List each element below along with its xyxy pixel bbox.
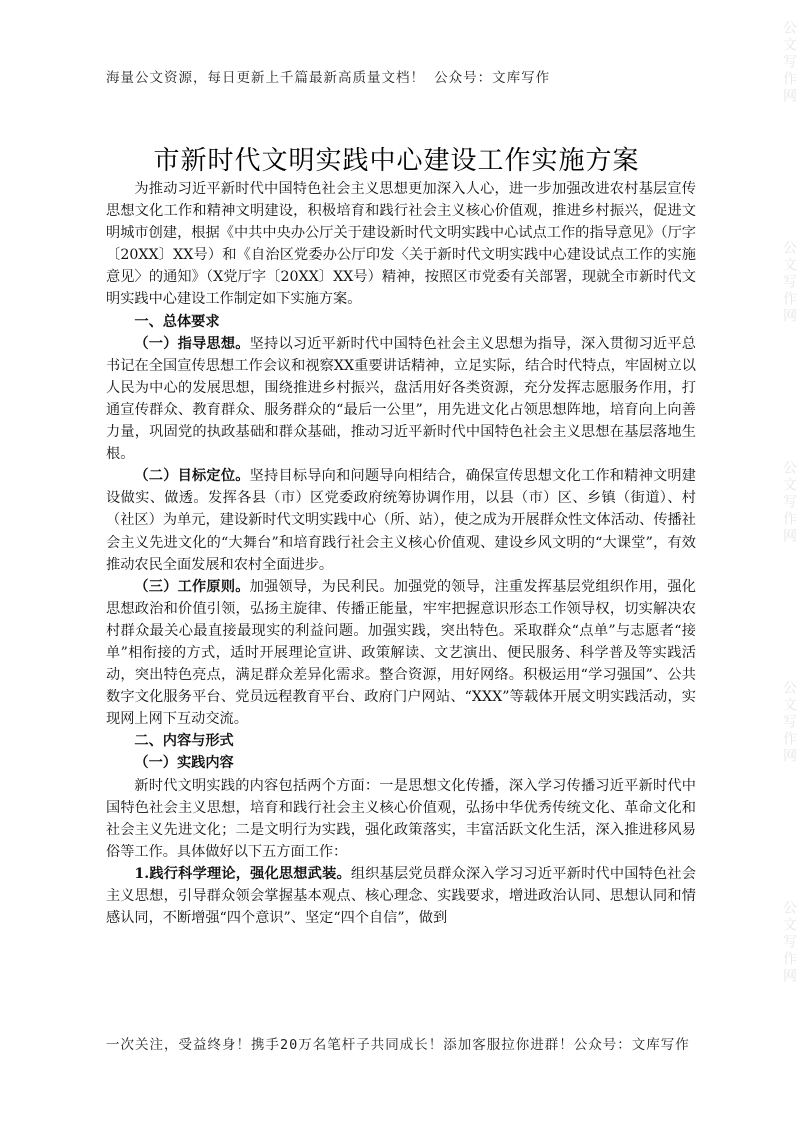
section-heading-1: 一、总体要求 bbox=[134, 313, 220, 330]
paragraph-item-1 bbox=[106, 863, 696, 929]
paragraph-text: 加强领导，为民利民。加强党的领导，注重发挥基层党组织作用，强化思想政治和价值引领，弘扬主旋律、传播正能量，牢牢把握意识形态工作领导权，切实解决农村群众最关心最直接最现实的利益问题。加强实践，突出特色。采取群众“点单”与志愿者“接单”相衔接的方式，适时开展理论宣讲、政策解读、文艺演出、便民服务、科学普及等实践活动，突出特色亮点，满足群众差异化需求。整合资源，用好网络。积极运用“学习强国”、公共数字文化服务平台、党员远程教育平台、政府门户网站、“XXX”等载体开展文明实践活动，实现网上网下互动交流。 bbox=[106, 578, 696, 728]
paragraph-guiding-ideology bbox=[106, 333, 696, 466]
page-header-banner: 海量公文资源，每日更新上千篇最新高质量文档！ 公众号：文库写作 bbox=[106, 70, 551, 86]
paragraph-content: 新时代文明实践的内容包括两个方面：一是思想文化传播，深入学习传播习近平新时代中国特色社会主义思想，培育和践行社会主义核心价值观，弘扬中华优秀传统文化、革命文化和社会主义先进文化；二是文明行为实践，强化政策落实，丰富活跃文化生活，深入推进移风易俗等工作。具体做好以下五方面工作： bbox=[106, 777, 696, 860]
subsection-heading: （一）实践内容 bbox=[134, 755, 234, 772]
watermark: 公文写作网 bbox=[781, 680, 797, 765]
paragraph-lead: （一）指导思想。 bbox=[134, 335, 250, 352]
document-body bbox=[106, 178, 696, 929]
paragraph-goal bbox=[106, 465, 696, 575]
watermark: 公文写作网 bbox=[781, 240, 797, 325]
page-footer-banner: 一次关注，受益终身！携手20万名笔杆子共同成长！添加客服拉你进群！公众号：文库写作 bbox=[106, 1037, 690, 1053]
paragraph-lead: 1.践行科学理论，强化思想武装。 bbox=[134, 865, 351, 882]
paragraph-lead: （二）目标定位。 bbox=[134, 468, 250, 485]
watermark: 公文写作网 bbox=[781, 460, 797, 545]
paragraph-lead: （三）工作原则。 bbox=[134, 578, 250, 595]
paragraph-principles bbox=[106, 576, 696, 731]
document-title: 市新时代文明实践中心建设工作实施方案 bbox=[153, 146, 640, 176]
paragraph-text: 坚持以习近平新时代中国特色社会主义思想为指导，深入贯彻习近平总书记在全国宣传思想工作会议和视察XX重要讲话精神，立足实际，结合时代特点，牢固树立以人民为中心的发展思想，围绕推进乡村振兴，盘活用好各类资源，充分发挥志愿服务作用，打通宣传群众、教育群众、服务群众的“最后一公里”，用先进文化占领思想阵地，培育向上向善力量，巩固党的执政基础和群众基础，推动习近平新时代中国特色社会主义思想在基层落地生根。 bbox=[106, 335, 696, 463]
intro-paragraph: 为推动习近平新时代中国特色社会主义思想更加深入人心，进一步加强改进农村基层宣传思想文化工作和精神文明建设，积极培育和践行社会主义核心价值观，推进乡村振兴，促进文明城市创建，根据《中共中央办公厅关于建设新时代文明实践中心试点工作的指导意见》（厅字〔20XX〕XX号）和《自治区党委办公厅印发〈关于新时代文明实践中心建设试点工作的实施意见〉的通知》（X党厅字〔20XX〕XX号）精神，按照区市党委有关部署，现就全市新时代文明实践中心建设工作制定如下实施方案。 bbox=[106, 181, 696, 308]
paragraph-text: 组织基层党员群众深入学习习近平新时代中国特色社会主义思想，引导群众领会掌握基本观点、核心理念、实践要求，增进政治认同、思想认同和情感认同，不断增强“四个意识”、坚定“四个自信”，做到 bbox=[106, 865, 696, 927]
watermark: 公文写作网 bbox=[781, 900, 797, 985]
watermark: 公文写作网 bbox=[781, 20, 797, 105]
paragraph-text: 坚持目标导向和问题导向相结合，确保宣传思想文化工作和精神文明建设做实、做透。发挥各县（市）区党委政府统筹协调作用，以县（市）区、乡镇（街道）、村（社区）为单元，建设新时代文明实践中心（所、站），使之成为开展群众性文体活动、传播社会主义先进文化的“大舞台”和培育践行社会主义核心价值观、建设乡风文明的“大课堂”，有效推动农民全面发展和农村全面进步。 bbox=[106, 468, 696, 573]
section-heading-2: 二、内容与形式 bbox=[134, 733, 234, 750]
